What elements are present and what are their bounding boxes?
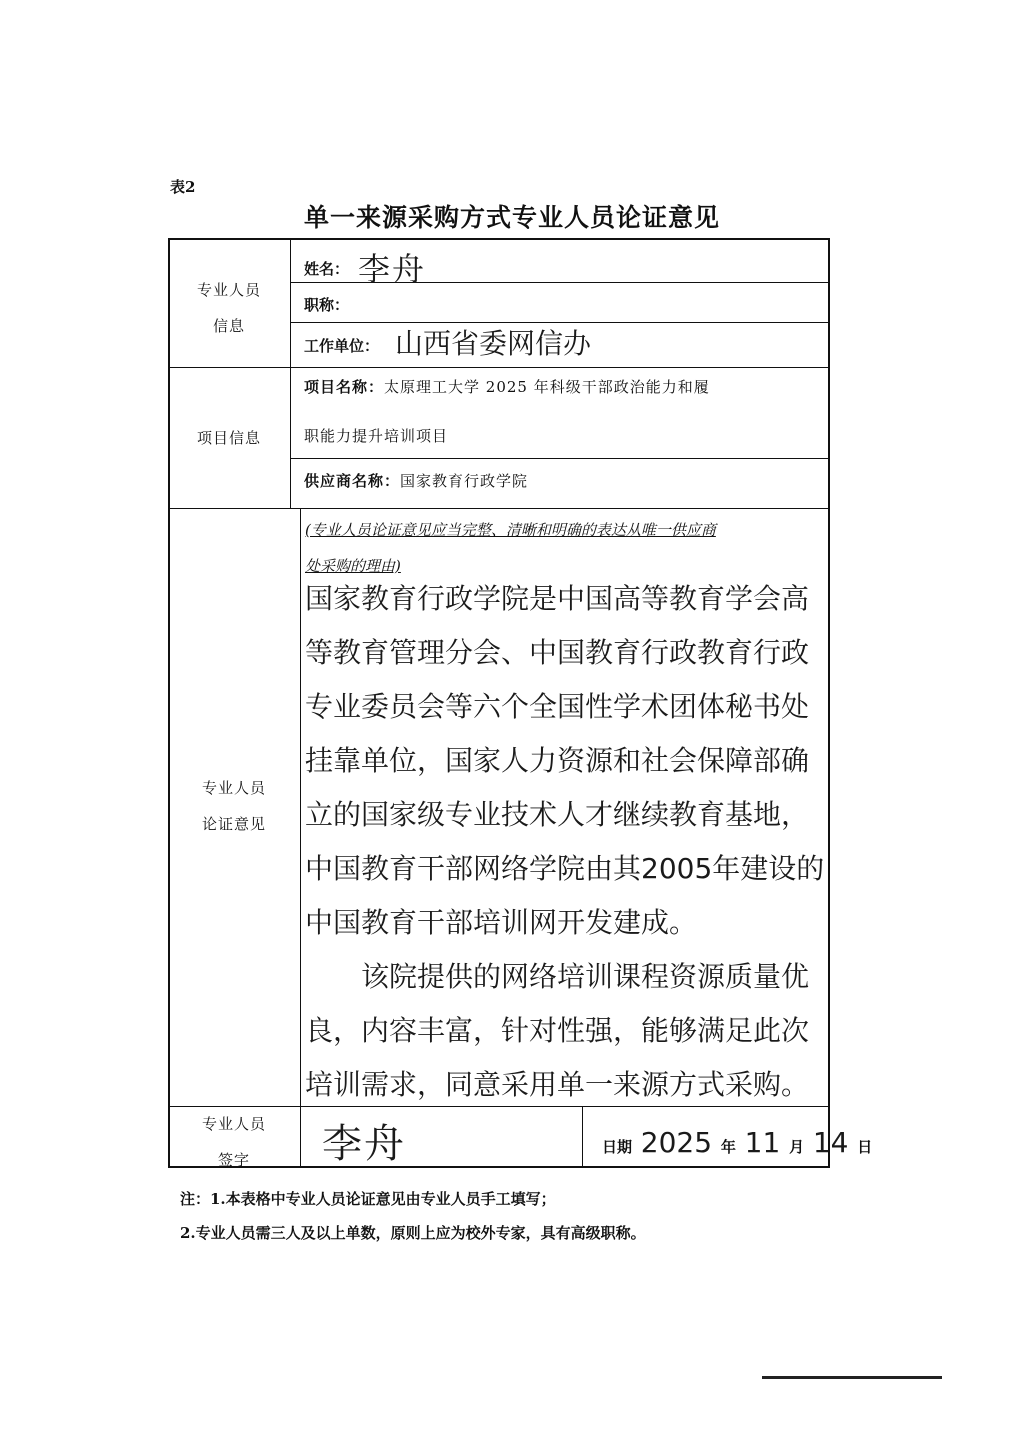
row-divider: [290, 458, 830, 459]
supplier-row: 供应商名称：国家教育行政学院: [304, 472, 529, 490]
form-title: 单一来源采购方式专业人员论证意见: [303, 203, 720, 232]
opinion-handwritten-text: [305, 572, 825, 1112]
date-day: 14: [812, 1126, 849, 1159]
date-row: 日期 2025 年 11 月 14 日: [602, 1126, 873, 1159]
opinion-hint: (专业人员论证意见应当完整、清晰和明确的表达从唯一供应商 处采购的理由): [305, 521, 716, 575]
employer-value: 山西省委网信办: [395, 327, 592, 360]
date-year: 2025: [640, 1126, 713, 1159]
column-divider: [290, 238, 291, 508]
note-2: 2.专业人员需三人及以上单数，原则上应为校外专家，具有高级职称。: [180, 1224, 646, 1242]
note-1: 注：1.本表格中专业人员论证意见由专业人员手工填写；: [180, 1190, 556, 1208]
employer-label: 工作单位：: [304, 337, 380, 355]
column-divider: [582, 1106, 583, 1168]
column-divider: [300, 508, 301, 1168]
opinion-paragraph: 该院提供的网络培训课程资源质量优良，内容丰富，针对性强，能够满足此次培训需求，同意采用单一来源方式采购。: [305, 960, 810, 1101]
row-divider: [168, 367, 830, 368]
date-month: 11: [744, 1126, 781, 1159]
opinion-paragraph: 国家教育行政学院是中国高等教育学会高等教育管理分会、中国教育行政教育行政专业委员会等六个全国性学术团体秘书处挂靠单位，国家人力资源和社会保障部确立的国家级专业技术人才继续教育基地，中国教育干部网络学院由其2005年建设的中国教育干部培训网开发建成。: [305, 582, 825, 939]
signature-section-label: 专业人员 签字: [201, 1115, 266, 1169]
job-title-label: 职称：: [304, 296, 350, 314]
date-label: 日期: [602, 1138, 633, 1156]
row-divider: [168, 508, 830, 509]
personnel-section-label: 专业人员 信息: [196, 281, 261, 335]
project-name-line2: 职能力提升培训项目: [304, 427, 449, 445]
name-value: 李舟: [358, 250, 427, 288]
table-label: 表2: [170, 178, 196, 196]
opinion-section-label: 专业人员 论证意见: [201, 779, 266, 833]
scan-artifact-line: [762, 1376, 942, 1379]
project-name-line1: 项目名称：太原理工大学 2025 年科级干部政治能力和履: [304, 378, 710, 396]
name-label: 姓名：: [304, 260, 350, 278]
signature-value: 李舟: [322, 1121, 406, 1167]
project-section-label: 项目信息: [196, 429, 261, 447]
